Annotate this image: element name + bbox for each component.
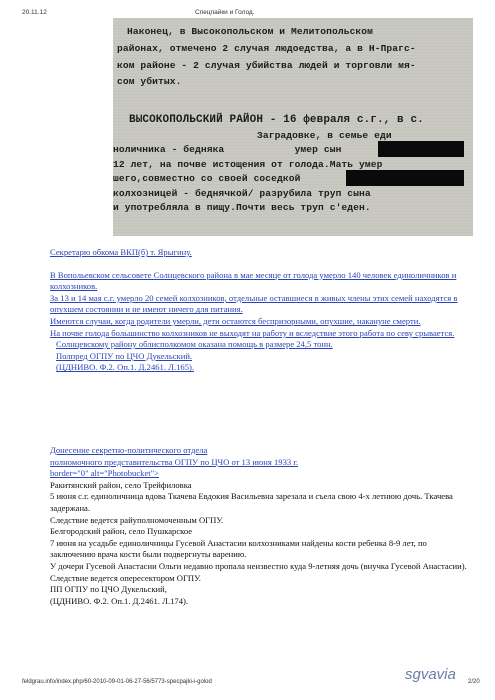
redaction-bar xyxy=(346,170,464,186)
print-date: 20.11.12 xyxy=(22,9,47,16)
paragraph: 7 июня на усадьбе единоличницы Гусевой Анастасии колхозниками найдены кости ребенка 8-9 лет, по заключению врача кости были подвергнуты варению. xyxy=(50,537,427,560)
paragraph: Белгородский район, село Пушкарское xyxy=(50,526,193,537)
paragraph: Следствие ведется опересектором ОГПУ. xyxy=(50,572,201,583)
watermark: sgvavia xyxy=(405,666,456,683)
paragraph: Следствие ведется райуполномоченным ОГПУ. xyxy=(50,514,224,525)
paragraph[interactable]: За 13 и 14 мая с.г. умерло 20 семей колхозников, отдельные оставшиеся в живых члены этих семей находятся в опухшем состоянии и не имеют ничего для питания. xyxy=(50,292,458,315)
paragraph: У дочери Гусевой Анастасии Ольги недавно пропала неизвестно куда 9-летняя дочь (внучка Гусевой Анастасии). xyxy=(50,560,467,571)
scan-line: сом убитых. xyxy=(117,76,182,87)
archive-reference[interactable]: (ЦДНИВО. Ф.2. Оп.1. Д.2461. Л.165). xyxy=(56,362,195,373)
section-obkom-letter xyxy=(50,247,470,374)
signature[interactable]: Полпред ОГПУ по ЦЧО Дукельский. xyxy=(56,350,193,361)
page-number: 2/20 xyxy=(468,679,480,685)
report-heading-line[interactable]: Донесение секретно-политического отдела xyxy=(50,445,208,455)
paragraph: Ракитянский район, село Трейфиловка xyxy=(50,479,192,490)
scan-line: ВЫСОКОПОЛЬСКИЙ РАЙОН - 16 февраля с.г., в с. xyxy=(129,114,424,126)
scanned-document-image xyxy=(113,18,473,236)
scan-line: районах, отмечено 2 случая людоедства, а в Н-Прагс- xyxy=(117,43,416,54)
scan-line: Наконец, в Высокопольском и Мелитопольском xyxy=(127,26,374,37)
scan-line: ноличника - бедняка умер сын xyxy=(113,144,342,155)
section-ogpu-report xyxy=(50,445,470,607)
signature: ПП ОГПУ по ЦЧО Дукельский, xyxy=(50,584,167,595)
paragraph[interactable]: Солнцевскому району облисполкомом оказана помощь в размере 24,5 тонн. xyxy=(56,339,333,350)
scan-line: и употребляла в пищу.Почти весь труп с'еден. xyxy=(113,202,371,213)
report-heading-line[interactable]: полномочного представительства ОГПУ по ЦЧО от 13 июня 1933 г. xyxy=(50,456,299,467)
scan-line: шего,совместно со своей соседкой xyxy=(113,173,301,184)
scan-line: 12 лет, на почве истощения от голода.Мать умер xyxy=(113,159,383,170)
scan-line: ком районе - 2 случая убийства людей и торговли мя- xyxy=(117,60,416,71)
redaction-bar xyxy=(378,141,464,157)
print-title: Спецпайки и Голод. xyxy=(195,9,255,16)
archive-reference: (ЦДНИВО. Ф.2. Оп.1. Д.2461. Л.174). xyxy=(50,595,189,606)
paragraph[interactable]: На почве голода большинство колхозников не выходят на работу и вследствие этого работа по севу срывается. xyxy=(50,327,455,338)
paragraph: 5 июня с.г. единоличница вдова Ткачева Евдокия Васильевна зарезала и съела свою 4-х летнюю дочь. Ткачева задержана. xyxy=(50,491,453,513)
paragraph[interactable]: В Вопольевском сельсовете Солнцевского района в мае месяце от голода умерло 140 человек единоличников и колхозников. xyxy=(50,269,457,292)
section-heading[interactable]: Секретарю обкома ВКП(б) т. Ярыгину. xyxy=(50,247,192,257)
scan-line: Заградовке, в семье еди xyxy=(257,130,392,141)
print-footer-url: feldgrau.info/index.php/60-2010-09-01-06-27-56/5773-specpajki-i-golod xyxy=(22,679,212,685)
report-heading-line[interactable]: border="0" alt="Photobucket"> xyxy=(50,468,159,479)
paragraph[interactable]: Имеются случаи, когда родители умерли, дети остаются беспризорными, опухшие, накануне смерти. xyxy=(50,315,421,326)
scan-line: колхозницей - беднячкой/ разрубила труп сына xyxy=(113,188,371,199)
